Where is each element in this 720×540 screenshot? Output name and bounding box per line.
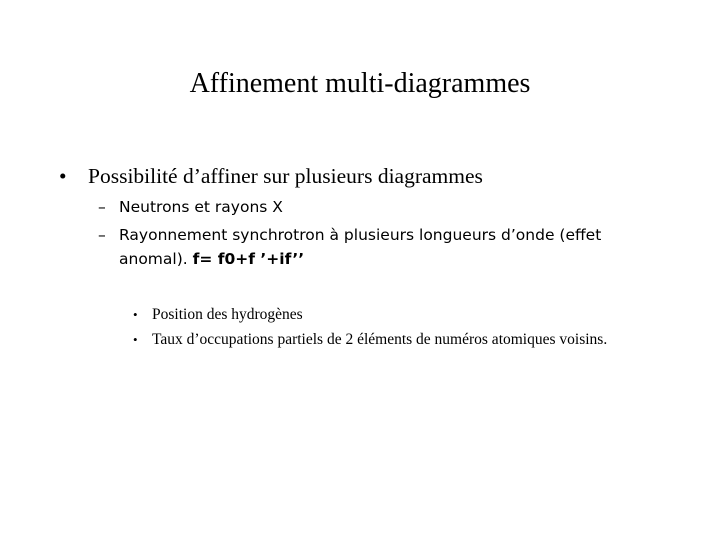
dash-text <box>119 223 629 271</box>
dash-marker: – <box>98 198 106 216</box>
slide-title: Affinement multi-diagrammes <box>189 68 531 99</box>
sub-bullet-marker: • <box>133 332 138 347</box>
formula-text: f= f0+f ’+if’’ <box>192 250 305 268</box>
bullet-marker: • <box>59 164 67 188</box>
sub-item-text: Position des hydrogènes <box>152 306 303 323</box>
sub-bullet-marker: • <box>133 307 138 322</box>
bullet-text: Possibilité d’affiner sur plusieurs diagrammes <box>88 164 483 188</box>
sub-item-text: Taux d’occupations partiels de 2 éléments de numéros atomiques voisins. <box>152 331 608 348</box>
dash-text: Neutrons et rayons X <box>119 198 283 216</box>
dash-text-main: Rayonnement synchrotron à plusieurs longueurs d’onde (effet anomal). <box>119 226 602 268</box>
dash-marker: – <box>98 226 106 244</box>
